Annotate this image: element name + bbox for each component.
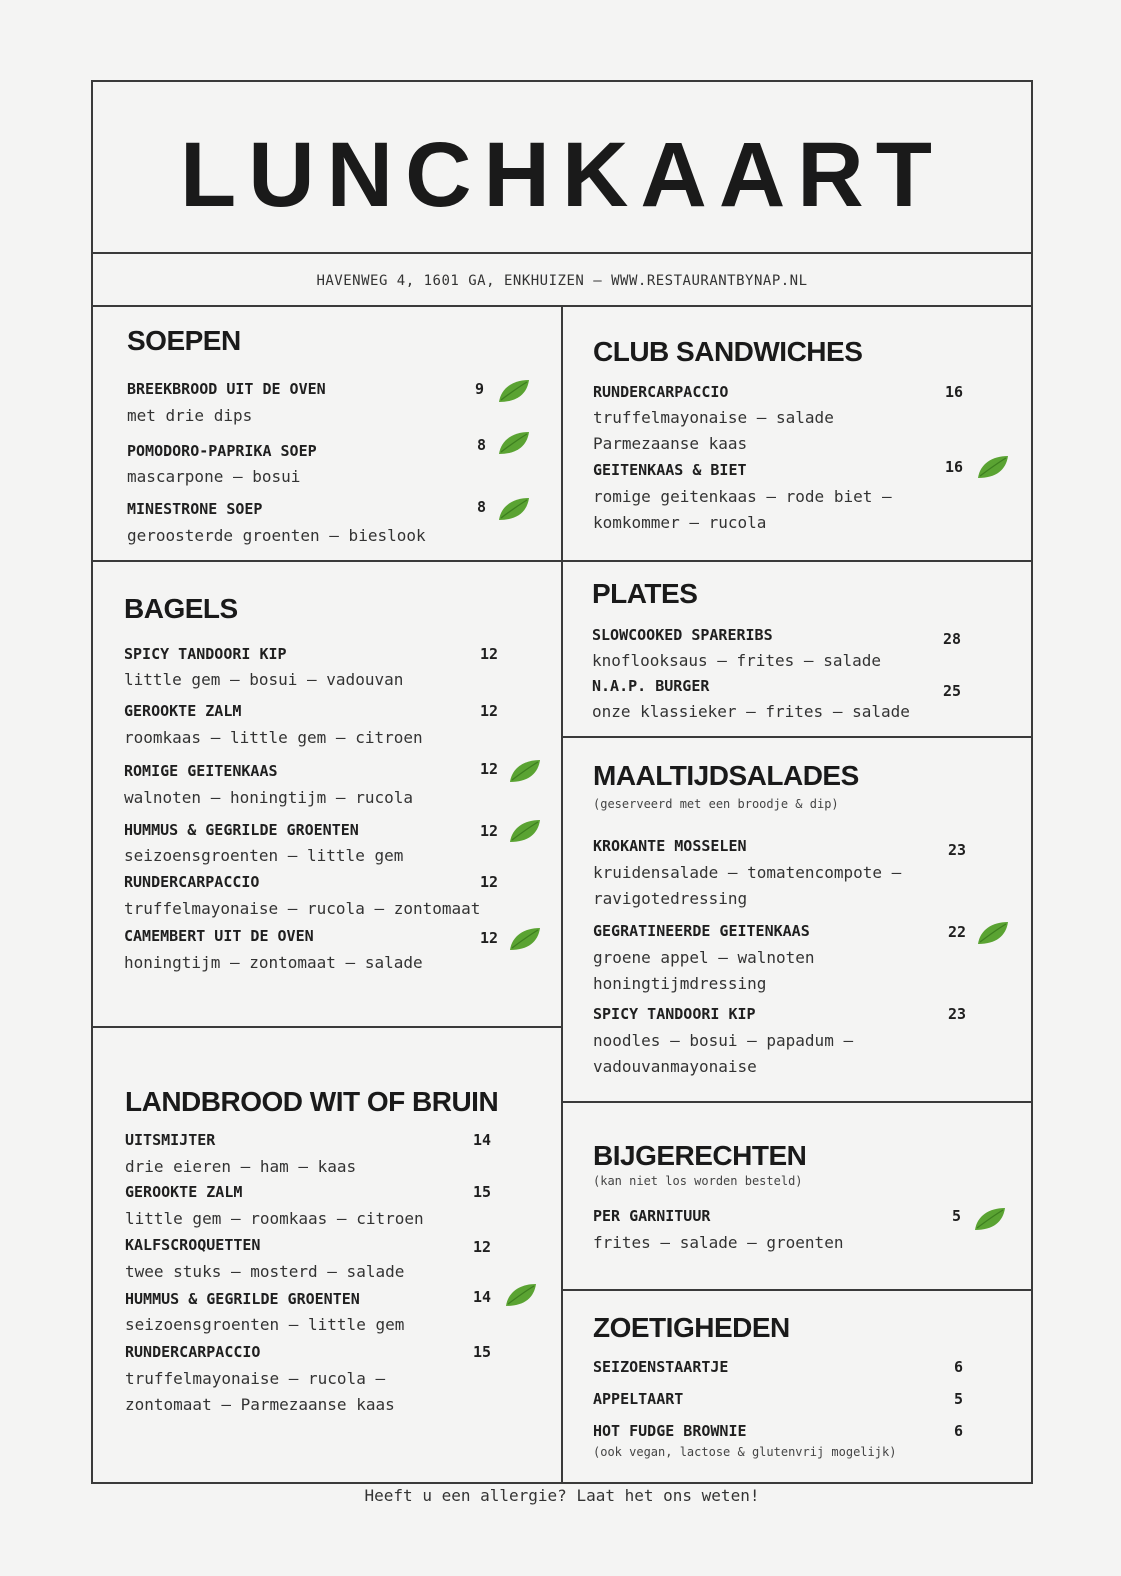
leaf-icon bbox=[497, 496, 531, 522]
menu-item-price: 12 bbox=[480, 873, 499, 891]
menu-item-desc: truffelmayonaise – rucola – zontomaat bbox=[124, 899, 481, 918]
menu-item-desc: kruidensalade – tomatencompote – bbox=[593, 863, 902, 882]
menu-item-price: 14 bbox=[473, 1288, 492, 1306]
page-title: LUNCHKAART bbox=[180, 124, 944, 226]
menu-item-price: 9 bbox=[475, 380, 485, 398]
menu-item-desc: Parmezaanse kaas bbox=[593, 434, 748, 453]
section-title: BIJGERECHTEN bbox=[593, 1140, 807, 1171]
leaf-icon bbox=[976, 920, 1010, 946]
menu-item-name: GEITENKAAS & BIET bbox=[593, 461, 747, 479]
leaf-icon bbox=[508, 758, 542, 784]
menu-item-price: 15 bbox=[473, 1343, 492, 1361]
menu-item-desc: frites – salade – groenten bbox=[593, 1233, 844, 1252]
menu-item-name: APPELTAART bbox=[593, 1390, 684, 1408]
divider bbox=[561, 1289, 1033, 1291]
leaf-icon bbox=[508, 926, 542, 952]
menu-item-name: N.A.P. BURGER bbox=[592, 677, 710, 695]
menu-item-desc: zontomaat – Parmezaanse kaas bbox=[125, 1395, 395, 1414]
menu-item-name: KALFSCROQUETTEN bbox=[125, 1236, 261, 1254]
menu-item-price: 16 bbox=[945, 383, 964, 401]
menu-item-price: 28 bbox=[943, 630, 962, 648]
menu-item-desc: truffelmayonaise – rucola – bbox=[125, 1369, 386, 1388]
section-note: (ook vegan, lactose & glutenvrij mogelijk) bbox=[593, 1445, 897, 1459]
section-title: LANDBROOD WIT OF BRUIN bbox=[125, 1086, 499, 1117]
menu-item-price: 12 bbox=[480, 645, 499, 663]
leaf-icon bbox=[508, 818, 542, 844]
menu-item-price: 6 bbox=[954, 1422, 964, 1440]
menu-item-name: MINESTRONE SOEP bbox=[127, 500, 263, 518]
menu-item-price: 14 bbox=[473, 1131, 492, 1149]
menu-item-desc: ravigotedressing bbox=[593, 889, 748, 908]
leaf-icon bbox=[973, 1206, 1007, 1232]
menu-item-desc: walnoten – honingtijm – rucola bbox=[124, 788, 413, 807]
divider bbox=[91, 252, 1033, 254]
menu-item-name: SPICY TANDOORI KIP bbox=[593, 1005, 756, 1023]
menu-item-price: 16 bbox=[945, 458, 964, 476]
menu-item-name: GEROOKTE ZALM bbox=[125, 1183, 243, 1201]
section-club-sandwiches bbox=[593, 336, 1013, 551]
section-title: BAGELS bbox=[124, 593, 238, 624]
menu-item-desc: little gem – bosui – vadouvan bbox=[124, 670, 404, 689]
menu-item-desc: geroosterde groenten – bieslook bbox=[127, 526, 426, 545]
menu-item-desc: honingtijm – zontomaat – salade bbox=[124, 953, 423, 972]
menu-item-desc: vadouvanmayonaise bbox=[593, 1057, 757, 1076]
menu-item-name: RUNDERCARPACCIO bbox=[124, 873, 260, 891]
section-plates bbox=[592, 578, 1012, 728]
section-note: (geserveerd met een broodje & dip) bbox=[593, 797, 839, 811]
section-title: SOEPEN bbox=[127, 325, 241, 356]
leaf-icon bbox=[504, 1282, 538, 1308]
menu-item-desc: groene appel – walnoten bbox=[593, 948, 815, 967]
menu-item-desc: seizoensgroenten – little gem bbox=[125, 1315, 405, 1334]
menu-item-name: HOT FUDGE BROWNIE bbox=[593, 1422, 747, 1440]
menu-item-name: RUNDERCARPACCIO bbox=[125, 1343, 261, 1361]
menu-item-name: PER GARNITUUR bbox=[593, 1207, 711, 1225]
menu-item-price: 12 bbox=[480, 929, 499, 947]
menu-item-price: 25 bbox=[943, 682, 962, 700]
divider bbox=[91, 560, 1033, 562]
menu-item-price: 12 bbox=[480, 822, 499, 840]
divider bbox=[561, 1101, 1033, 1103]
menu-item-desc: mascarpone – bosui bbox=[127, 467, 301, 486]
menu-item-name: SPICY TANDOORI KIP bbox=[124, 645, 287, 663]
menu-item-desc: twee stuks – mosterd – salade bbox=[125, 1262, 405, 1281]
menu-item-name: SEIZOENSTAARTJE bbox=[593, 1358, 729, 1376]
menu-item-name: BREEKBROOD UIT DE OVEN bbox=[127, 380, 326, 398]
menu-item-price: 5 bbox=[952, 1207, 962, 1225]
menu-item-desc: roomkaas – little gem – citroen bbox=[124, 728, 423, 747]
divider bbox=[561, 736, 1033, 738]
menu-item-name: GEROOKTE ZALM bbox=[124, 702, 242, 720]
menu-item-desc: romige geitenkaas – rode biet – bbox=[593, 487, 892, 506]
menu-item-desc: knoflooksaus – frites – salade bbox=[592, 651, 881, 670]
column-divider bbox=[561, 305, 563, 1484]
section-bijgerechten bbox=[593, 1140, 1013, 1270]
menu-item-price: 23 bbox=[948, 841, 967, 859]
menu-item-price: 12 bbox=[480, 760, 499, 778]
menu-item-desc: onze klassieker – frites – salade bbox=[592, 702, 910, 721]
leaf-icon bbox=[497, 430, 531, 456]
menu-item-name: HUMMUS & GEGRILDE GROENTEN bbox=[125, 1290, 360, 1308]
section-soepen bbox=[127, 325, 547, 555]
section-title: MAALTIJDSALADES bbox=[593, 760, 859, 791]
menu-item-price: 8 bbox=[477, 436, 487, 454]
menu-item-name: HUMMUS & GEGRILDE GROENTEN bbox=[124, 821, 359, 839]
section-zoetigheden bbox=[593, 1312, 1018, 1472]
leaf-icon bbox=[497, 378, 531, 404]
leaf-icon bbox=[976, 454, 1010, 480]
menu-item-price: 6 bbox=[954, 1358, 964, 1376]
menu-item-name: UITSMIJTER bbox=[125, 1131, 216, 1149]
menu-item-price: 8 bbox=[477, 498, 487, 516]
menu-item-desc: truffelmayonaise – salade bbox=[593, 408, 834, 427]
section-title: CLUB SANDWICHES bbox=[593, 336, 863, 367]
menu-item-price: 15 bbox=[473, 1183, 492, 1201]
menu-item-name: ROMIGE GEITENKAAS bbox=[124, 762, 278, 780]
menu-item-price: 23 bbox=[948, 1005, 967, 1023]
menu-item-name: KROKANTE MOSSELEN bbox=[593, 837, 747, 855]
menu-item-name: RUNDERCARPACCIO bbox=[593, 383, 729, 401]
menu-item-name: SLOWCOOKED SPARERIBS bbox=[592, 626, 773, 644]
menu-item-desc: honingtijmdressing bbox=[593, 974, 767, 993]
restaurant-address: HAVENWEG 4, 1601 GA, ENKHUIZEN – WWW.RESTAURANTBYNAP.NL bbox=[316, 273, 808, 289]
section-maaltijdsalades bbox=[593, 760, 1018, 1090]
menu-item-desc: drie eieren – ham – kaas bbox=[125, 1157, 357, 1176]
menu-item-desc: met drie dips bbox=[127, 406, 253, 425]
section-landbrood bbox=[125, 1086, 555, 1416]
menu-item-price: 12 bbox=[473, 1238, 492, 1256]
menu-item-price: 22 bbox=[948, 923, 967, 941]
menu-item-price: 12 bbox=[480, 702, 499, 720]
menu-item-desc: seizoensgroenten – little gem bbox=[124, 846, 404, 865]
menu-item-desc: little gem – roomkaas – citroen bbox=[125, 1209, 424, 1228]
divider bbox=[91, 1026, 562, 1028]
menu-item-name: GEGRATINEERDE GEITENKAAS bbox=[593, 922, 810, 940]
menu-item-name: POMODORO-PAPRIKA SOEP bbox=[127, 442, 317, 460]
menu-item-desc: komkommer – rucola bbox=[593, 513, 767, 532]
section-title: ZOETIGHEDEN bbox=[593, 1312, 790, 1343]
menu-item-name: CAMEMBERT UIT DE OVEN bbox=[124, 927, 314, 945]
allergy-note: Heeft u een allergie? Laat het ons weten! bbox=[364, 1486, 760, 1505]
menu-item-price: 5 bbox=[954, 1390, 964, 1408]
section-note: (kan niet los worden besteld) bbox=[593, 1174, 803, 1188]
menu-item-desc: noodles – bosui – papadum – bbox=[593, 1031, 854, 1050]
section-title: PLATES bbox=[592, 578, 698, 609]
section-bagels bbox=[124, 593, 554, 993]
